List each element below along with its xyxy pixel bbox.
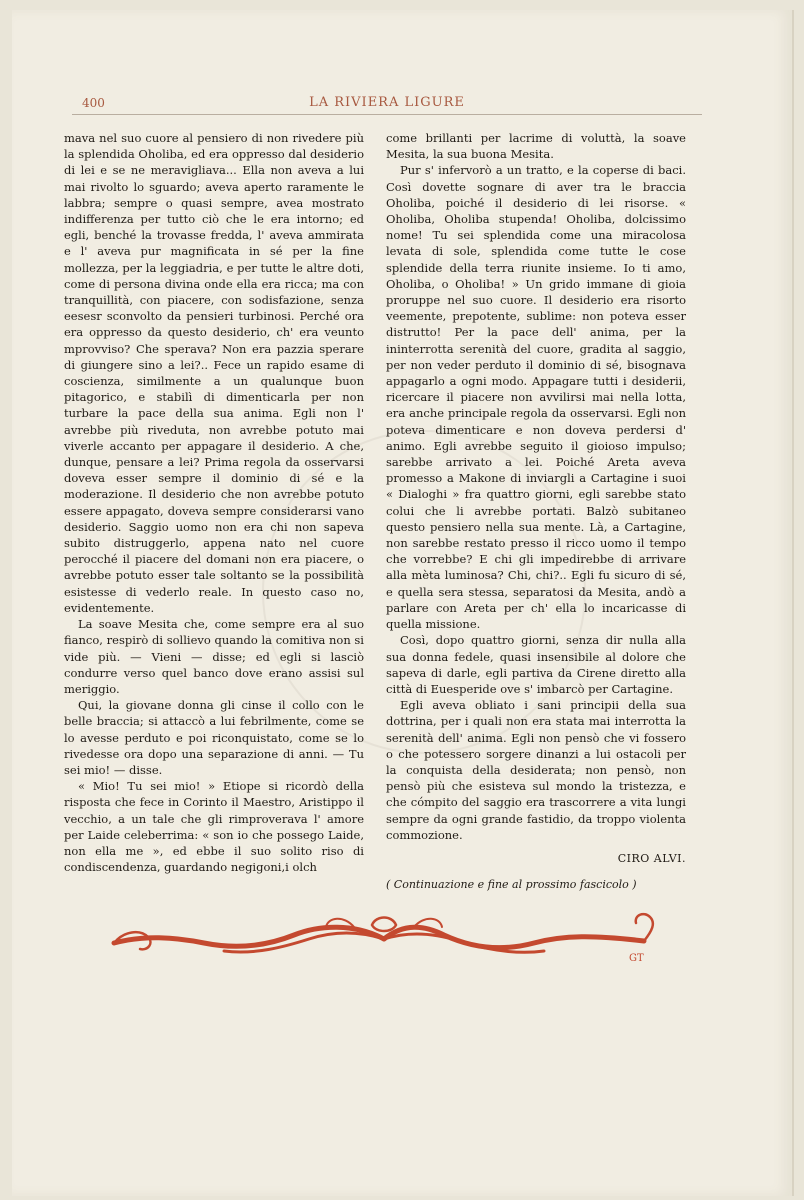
right-text-column [386, 130, 686, 893]
page-header [72, 84, 702, 115]
continuation-note: ( Continuazione e fine al prossimo fascicolo ) [386, 878, 637, 892]
paragraph: come brillanti per lacrime di voluttà, la soave Mesita, la sua buona Mesita. [386, 131, 686, 162]
paragraph: « Mio! Tu sei mio! » Etiope si ricordò della risposta che fece in Corinto il Maestro, Aristippo il vecchio, a un tale che gli rimproverava l' amore per Laide celeberrima: « son io che possego Laide, non ella me », ed ebbe il suo solito riso di condiscendenza, guardando negigoni,i olch [64, 779, 364, 875]
paragraph: Qui, la giovane donna gli cinse il collo con le belle braccia; si attaccò a lui febrilmente, come se lo avesse perduto e poi riconquistato, come se lo rivedesse ora dopo una separazione di anni. — Tu sei mio! — disse. [64, 698, 364, 777]
page-number: 400 [82, 96, 105, 110]
svg-text:GT: GT [629, 953, 644, 964]
paragraph: mava nel suo cuore al pensiero di non rivedere più la splendida Oholiba, ed era oppresso dal desiderio di lei e se ne meravigliava... Ella non aveva a lui mai rivolto lo sguardo; aveva aperto raramente le labbra; sempre o quasi sempre, avea mostrato indifferenza per tutto ciò che le era intorno; ed egli, benché la trovasse fredda, l' aveva ammirata e l' aveva pur magnificata in sé per la fine mollezza, per la leggiadria, e per tutte le altre doti, come di persona divina onde ella era ricca; ma con tranquillità, con piacere, con sodisfazione, senza eesesr sconvolto da pensieri turbinosi. Perché ora era oppresso da questo desiderio, ch' era veunto mprovviso? Che sperava? Non era pazzia sperare di giungere sino a lei?.. Fece un rapido esame di coscienza, similmente a un qualunque buon pitagorico, e stabilì di dimenticarla per non turbare la pace della sua anima. Egli non l' avrebbe più riveduta, non avrebbe potuto mai viverle accanto per appagare il desiderio. A che, dunque, pensare a lei? Prima regola da osservarsi doveva esser sempre il dominio di sé e la moderazione. Il desiderio che non avrebbe potuto essere appagato, doveva sempre considerarsi vano desiderio. Saggio uomo non era chi non sapeva subito distruggerlo, appena nato nel cuore perocché il piacere del domani non era piacere, o avrebbe potuto esser tale soltanto se la possibilità esistesse di vederlo reale. In questo caso no, evidentemente. [64, 131, 364, 615]
paragraph: Così, dopo quattro giorni, senza dir nulla alla sua donna fedele, quasi insensibile al dolore che sapeva di darle, egli partiva da Cirene diretto alla città di Euesperide ove s' imbarcò per Cartagine. [386, 633, 686, 696]
paragraph: Egli aveva obliato i sani principii della sua dottrina, per i quali non era stata mai interrotta la serenità dell' anima. Egli non pensò che vi fossero o che potessero sorgere dinanzi a lui ostacoli per la conquista della desiderata; non pensò, non pensò più che esisteva sul mondo la tristezza, e che cómpito del saggio era trascorrere a vita lungi sempre da ogni grande fastidio, da troppo violenta commozione. [386, 698, 686, 842]
running-title: LA RIVIERA LIGURE [309, 95, 465, 110]
decorative-ornament-icon [104, 905, 664, 965]
author-signature: CIRO ALVI. [617, 851, 686, 865]
paragraph: La soave Mesita che, come sempre era al suo fianco, respirò di sollievo quando la comitiva non si vide più. — Vieni — disse; ed egli si lasciò condurre verso quel banco dove erano assisi sul meriggio. [64, 617, 364, 696]
left-text-column [64, 130, 364, 875]
magazine-page [12, 10, 794, 1196]
paragraph: Pur s' infervorò a un tratto, e la coperse di baci. Così dovette sognare di aver tra le braccia Oholiba, poiché il desiderio di lei risorse. « Oholiba, Oholiba stupenda! Oholiba, dolcissimo nome! Tu sei splendida come una miracolosa levata di sole, splendida come tutte le cose splendide della terra riunite insieme. Io ti amo, Oholiba, o Oholiba! » Un grido immane di gioia proruppe nel suo cuore. Il desiderio era risorto veemente, prepotente, sublime: non poteva esser distrutto! Per la pace dell' anima, per la ininterrotta serenità del cuore, gradita al saggio, per non veder perduto il dominio di sé, bisognava appagarlo a ogni modo. Appagare tutti i desiderii, ricercare il piacere non avvilirsi mai nella lotta, era anche principale regola da osservarsi. Egli non poteva dimenticare e non doveva perdersi d' animo. Egli avrebbe seguito il gioioso impulso; sarebbe arrivato a lei. Poiché Areta aveva promesso a Makone di inviargli a Cartagine i suoi « Dialoghi » fra quattro giorni, egli sarebbe stato colui che li avrebbe portati. Balzò subitaneo questo pensiero nella sua mente. Là, a Cartagine, non sarebbe restato presso il ricco uomo il tempo che vorrebbe? E chi gli impedirebbe di arrivare alla mèta luminosa? Chi, chi?.. Egli fu sicuro di sé, e quella sera stessa, separatosi da Mesita, andò a parlare con Areta per ch' ella lo incaricasse di quella missione. [386, 163, 686, 632]
